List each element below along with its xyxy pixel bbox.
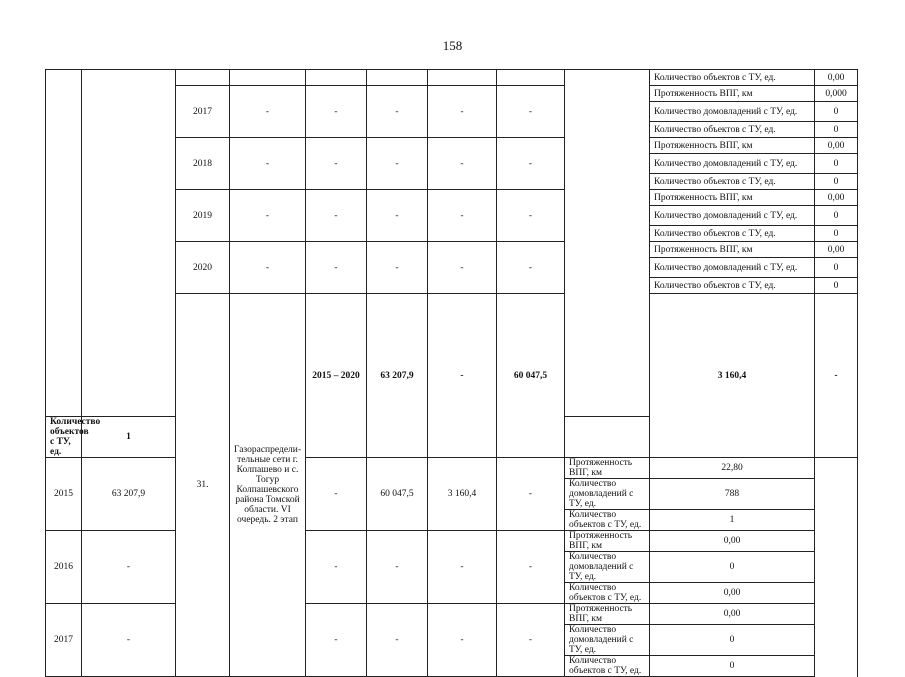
table-row xyxy=(46,531,858,552)
indicator-label: Количество домовладений с ТУ, ед. xyxy=(650,258,815,278)
amount-cell: - xyxy=(367,86,428,138)
indicator-label: Протяженность ВПГ, км xyxy=(650,86,815,102)
amount-cell: - xyxy=(306,604,367,677)
indicator-label: Количество домовладений с ТУ, ед. xyxy=(650,206,815,226)
indicator-value: 0 xyxy=(815,154,858,174)
amount-cell: - xyxy=(306,458,367,531)
amount-cell: - xyxy=(82,604,176,677)
amount-cell: - xyxy=(367,604,428,677)
indicator-label: Количество домовладений с ТУ, ед. xyxy=(565,479,650,510)
year-cell: 2016 xyxy=(46,531,82,604)
amount-cell: - xyxy=(306,86,367,138)
amount-cell: 63 207,9 xyxy=(367,294,428,458)
amount-cell: - xyxy=(367,242,428,294)
item-name: Газораспредели-тельные сети г. Колпашево и с. Тогур Колпашевского района Томской области. VI очередь. 2 этап xyxy=(230,294,306,677)
amount-cell: - xyxy=(306,138,367,190)
amount-cell: - xyxy=(230,86,306,138)
indicator-label: Количество объектов с ТУ, ед. xyxy=(650,70,815,86)
year-cell: 2015 xyxy=(46,458,82,531)
indicator-label: Протяженность ВПГ, км xyxy=(565,458,650,479)
indicator-value: 0 xyxy=(815,174,858,190)
prev-number-cell xyxy=(46,70,82,417)
amount-cell: - xyxy=(497,604,565,677)
indicator-value: 0 xyxy=(815,278,858,294)
indicator-label: Количество домовладений с ТУ, ед. xyxy=(650,102,815,122)
table-row xyxy=(46,458,858,479)
indicator-label: Количество объектов с ТУ, ед. xyxy=(46,417,82,458)
prev-name-cell xyxy=(82,70,176,417)
indicator-value: 0 xyxy=(815,258,858,278)
amount-cell: - xyxy=(428,604,497,677)
amount-cell: - xyxy=(82,531,176,604)
period-cell: 2015 – 2020 xyxy=(306,294,367,458)
indicator-label: Количество объектов с ТУ, ед. xyxy=(650,122,815,138)
indicator-label: Количество домовладений с ТУ, ед. xyxy=(565,552,650,583)
amount-cell: - xyxy=(367,190,428,242)
indicator-label: Количество объектов с ТУ, ед. xyxy=(650,226,815,242)
amount-cell: - xyxy=(497,138,565,190)
indicator-value: 1 xyxy=(82,417,176,458)
indicator-value: 0,00 xyxy=(650,604,815,625)
indicator-label: Протяженность ВПГ, км xyxy=(565,604,650,625)
amount-cell: - xyxy=(306,190,367,242)
indicator-value: 788 xyxy=(650,479,815,510)
program-table xyxy=(45,69,858,677)
amount-cell: - xyxy=(428,531,497,604)
indicator-value: 0,00 xyxy=(815,242,858,258)
indicator-value: 0,000 xyxy=(815,86,858,102)
amount-cell: - xyxy=(428,242,497,294)
amount-cell: - xyxy=(497,531,565,604)
indicator-value: 0 xyxy=(650,552,815,583)
indicator-label: Протяженность ВПГ, км xyxy=(650,138,815,154)
indicator-value: 0,00 xyxy=(815,70,858,86)
year-cell: 2020 xyxy=(176,242,230,294)
amount-cell: - xyxy=(306,242,367,294)
amount-cell: - xyxy=(230,190,306,242)
indicator-label: Количество объектов с ТУ, ед. xyxy=(650,278,815,294)
amount-cell: 3 160,4 xyxy=(428,458,497,531)
indicator-value: 0 xyxy=(815,102,858,122)
indicator-value: 0,00 xyxy=(815,190,858,206)
indicator-value: 0 xyxy=(815,206,858,226)
prev-organization-cell xyxy=(565,70,650,417)
year-cell: 2019 xyxy=(176,190,230,242)
year-cell: 2017 xyxy=(176,86,230,138)
indicator-label: Протяженность ВПГ, км xyxy=(650,242,815,258)
amount-cell: - xyxy=(428,190,497,242)
indicator-label: Количество объектов с ТУ, ед. xyxy=(565,583,650,604)
amount-cell: 60 047,5 xyxy=(367,458,428,531)
table-row xyxy=(46,604,858,625)
amount-cell: - xyxy=(230,138,306,190)
indicator-value: 1 xyxy=(650,510,815,531)
year-cell: 2017 xyxy=(46,604,82,677)
amount-cell: - xyxy=(497,458,565,531)
indicator-value: 0,00 xyxy=(650,531,815,552)
indicator-label: Протяженность ВПГ, км xyxy=(565,531,650,552)
indicator-label: Протяженность ВПГ, км xyxy=(650,190,815,206)
indicator-value: 0 xyxy=(815,122,858,138)
amount-cell: - xyxy=(497,86,565,138)
amount-cell: - xyxy=(428,138,497,190)
indicator-label: Количество домовладений с ТУ, ед. xyxy=(650,154,815,174)
amount-cell: - xyxy=(306,531,367,604)
amount-cell: - xyxy=(815,294,858,458)
item-number: 31. xyxy=(176,294,230,677)
indicator-value: 0 xyxy=(650,625,815,656)
indicator-label: Количество объектов с ТУ, ед. xyxy=(565,656,650,677)
amount-cell: - xyxy=(230,242,306,294)
year-cell: 2018 xyxy=(176,138,230,190)
amount-cell: - xyxy=(428,294,497,458)
amount-cell: 60 047,5 xyxy=(497,294,565,458)
amount-cell: - xyxy=(497,242,565,294)
indicator-value: 0 xyxy=(650,656,815,677)
indicator-label: Количество объектов с ТУ, ед. xyxy=(650,174,815,190)
indicator-label: Количество объектов с ТУ, ед. xyxy=(565,510,650,531)
amount-cell: - xyxy=(367,531,428,604)
table-row xyxy=(46,70,858,86)
amount-cell: 3 160,4 xyxy=(650,294,815,458)
page-number: 158 xyxy=(442,38,463,53)
amount-cell: - xyxy=(497,190,565,242)
amount-cell: - xyxy=(428,86,497,138)
indicator-value: 0,00 xyxy=(815,138,858,154)
amount-cell: - xyxy=(367,138,428,190)
indicator-label: Количество домовладений с ТУ, ед. xyxy=(565,625,650,656)
amount-cell: 63 207,9 xyxy=(82,458,176,531)
indicator-value: 0,00 xyxy=(650,583,815,604)
indicator-value: 22,80 xyxy=(650,458,815,479)
indicator-value: 0 xyxy=(815,226,858,242)
